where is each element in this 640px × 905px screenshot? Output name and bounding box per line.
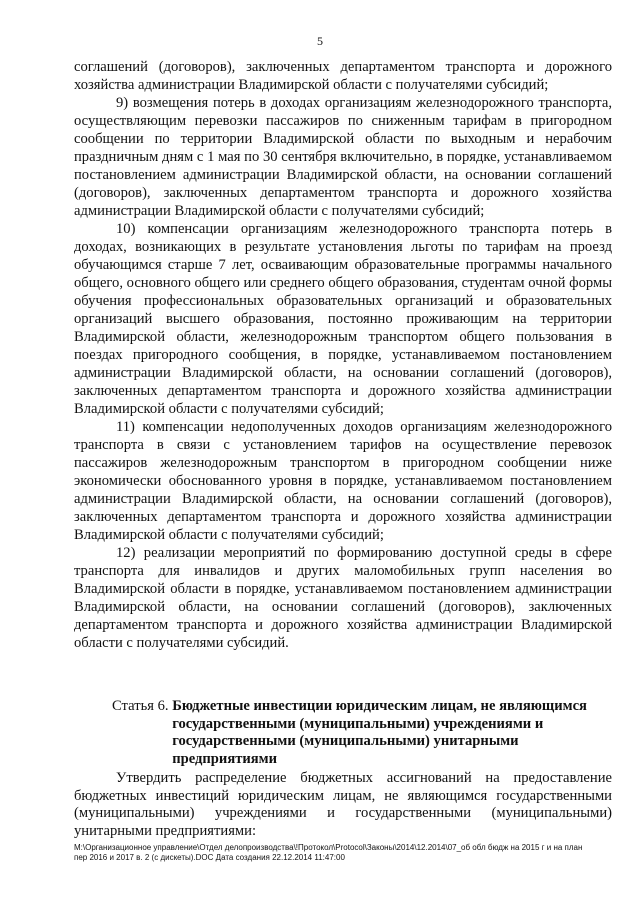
file-path-footer: M:\Организационное управление\Отдел делопроизводства\!Протокол\Protocol\Законы\2014\12.2014\07_об обл бюдж на 2015 г и на план пер 2016 и 2017 в. 2 (с дискеты).DOC Дата создания 22.12.2014 11:47:00 <box>74 843 583 862</box>
paragraph-item-9: 9) возмещения потерь в доходах организациям железнодорожного транспорта, осуществляющим перевозки пассажиров по сниженным тарифам в пригородном сообщении по территории Владимирской области по выходным и нерабочим праздничным дням с 1 мая по 30 сентября включительно, в порядке, устанавливаемом постановлением администрации Владимирской области, на основании соглашений (договоров), заключенных департаментом транспорта и дорожного хозяйства администрации Владимирской области с получателями субсидий; <box>74 95 612 219</box>
article-heading <box>112 698 612 768</box>
body-text <box>74 58 612 652</box>
article-title: Бюджетные инвестиции юридическим лицам, не являющимся государственными (муниципальными) учреждениями и государственными (муниципальными) унитарными предприятиями <box>172 698 587 767</box>
paragraph-continuation: соглашений (договоров), заключенных департаментом транспорта и дорожного хозяйства администрации Владимирской области с получателями субсидий; <box>74 59 612 93</box>
page-number: 5 <box>317 34 323 48</box>
article-body: Утвердить распределение бюджетных ассигнований на предоставление бюджетных инвестиций юридическим лицам, не являющимся государственными (муниципальными) учреждениями и государственными (муниципальными) унитарными предприятиями: <box>74 770 612 839</box>
paragraph-item-10: 10) компенсации организациям железнодорожного транспорта потерь в доходах, возникающих в результате установления льготы по тарифам на проезд обучающимся старше 7 лет, осваивающим образовательные программы начального общего, основного общего или среднего общего образования, студентам очной формы обучения профессиональных образовательных организаций и образовательных организаций высшего образования, постоянно проживающим на территории Владимирской области, железнодорожным транспортом общего пользования в поездах пригородного сообщения, в порядке, устанавливаемом постановлением администрации Владимирской области, на основании соглашений (договоров), заключенных департаментом транспорта и дорожного хозяйства администрации Владимирской области с получателями субсидий; <box>74 221 613 417</box>
paragraph-item-12: 12) реализации мероприятий по формированию доступной среды в сфере транспорта для инвалидов и других маломобильных групп населения во Владимирской области в порядке, устанавливаемом постановлением администрации Владимирской области, на основании соглашений (договоров), заключенных департаментом транспорта и дорожного хозяйства администрации Владимирской области с получателями субсидий. <box>74 545 612 651</box>
article-label: Статья 6. <box>112 698 173 714</box>
paragraph-item-11: 11) компенсации недополученных доходов организациям железнодорожного транспорта в связи с установлением тарифов на осуществление перевозок пассажиров железнодорожным транспортом в пригородном сообщении ниже экономически обоснованного уровня в порядке, устанавливаемом постановлением администрации Владимирской области, на основании соглашений (договоров), заключенных департаментом транспорта и дорожного хозяйства администрации Владимирской области с получателями субсидий; <box>74 419 612 543</box>
